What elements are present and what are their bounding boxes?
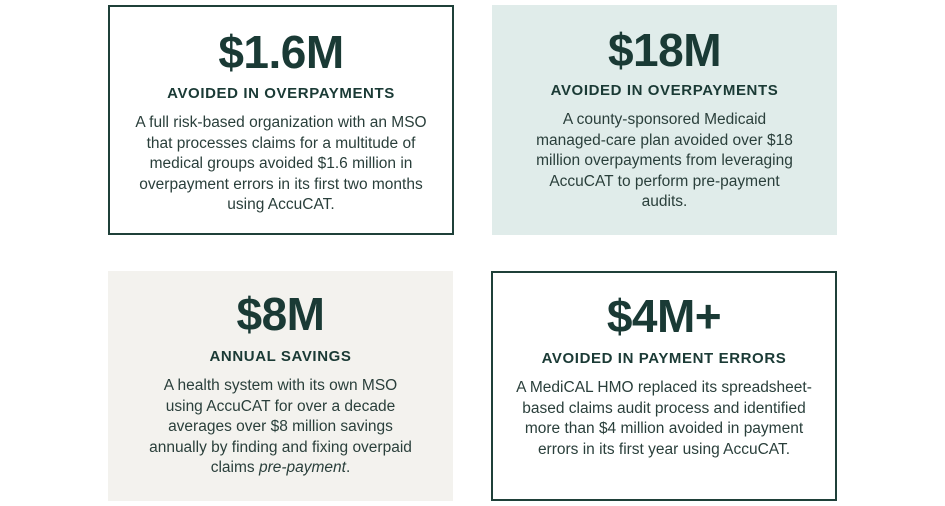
stat-card-overpayments-1-6m [108,5,454,235]
stat-value: $1.6M [218,26,344,78]
stat-description: A county-sponsored Medicaid managed-care plan avoided over $18 million overpayments from leveraging AccuCAT to perform pre-payment audits. [536,111,793,210]
stat-card-payment-errors-4m [491,271,837,501]
description-lead: A health system with its own MSO using AccuCAT for over a decade averages over $8 million savings annually by finding and fixing overpaid claims [149,377,412,476]
stat-value: $4M+ [606,290,722,342]
description-emphasis: pre-payment [258,459,346,476]
stat-card-overpayments-18m [492,5,837,235]
stat-value: $18M [607,24,722,76]
stat-description: A full risk-based organization with an MSO that processes claims for a multitude of medical groups avoided $1.6 million in overpayment errors in its first two months using AccuCAT. [135,114,427,213]
stat-description [148,376,413,479]
stat-description: A MediCAL HMO replaced its spreadsheet-based claims audit process and identified more than $4 million avoided in payment errors in its first year using AccuCAT. [516,379,812,458]
stat-label: AVOIDED IN PAYMENT ERRORS [541,350,787,367]
stat-card-annual-savings-8m [108,271,453,501]
description-tail: . [345,459,351,476]
stat-label: ANNUAL SAVINGS [209,348,352,365]
stat-value: $8M [236,288,325,340]
stat-label: AVOIDED IN OVERPAYMENTS [550,82,779,99]
stat-label: AVOIDED IN OVERPAYMENTS [167,85,395,102]
